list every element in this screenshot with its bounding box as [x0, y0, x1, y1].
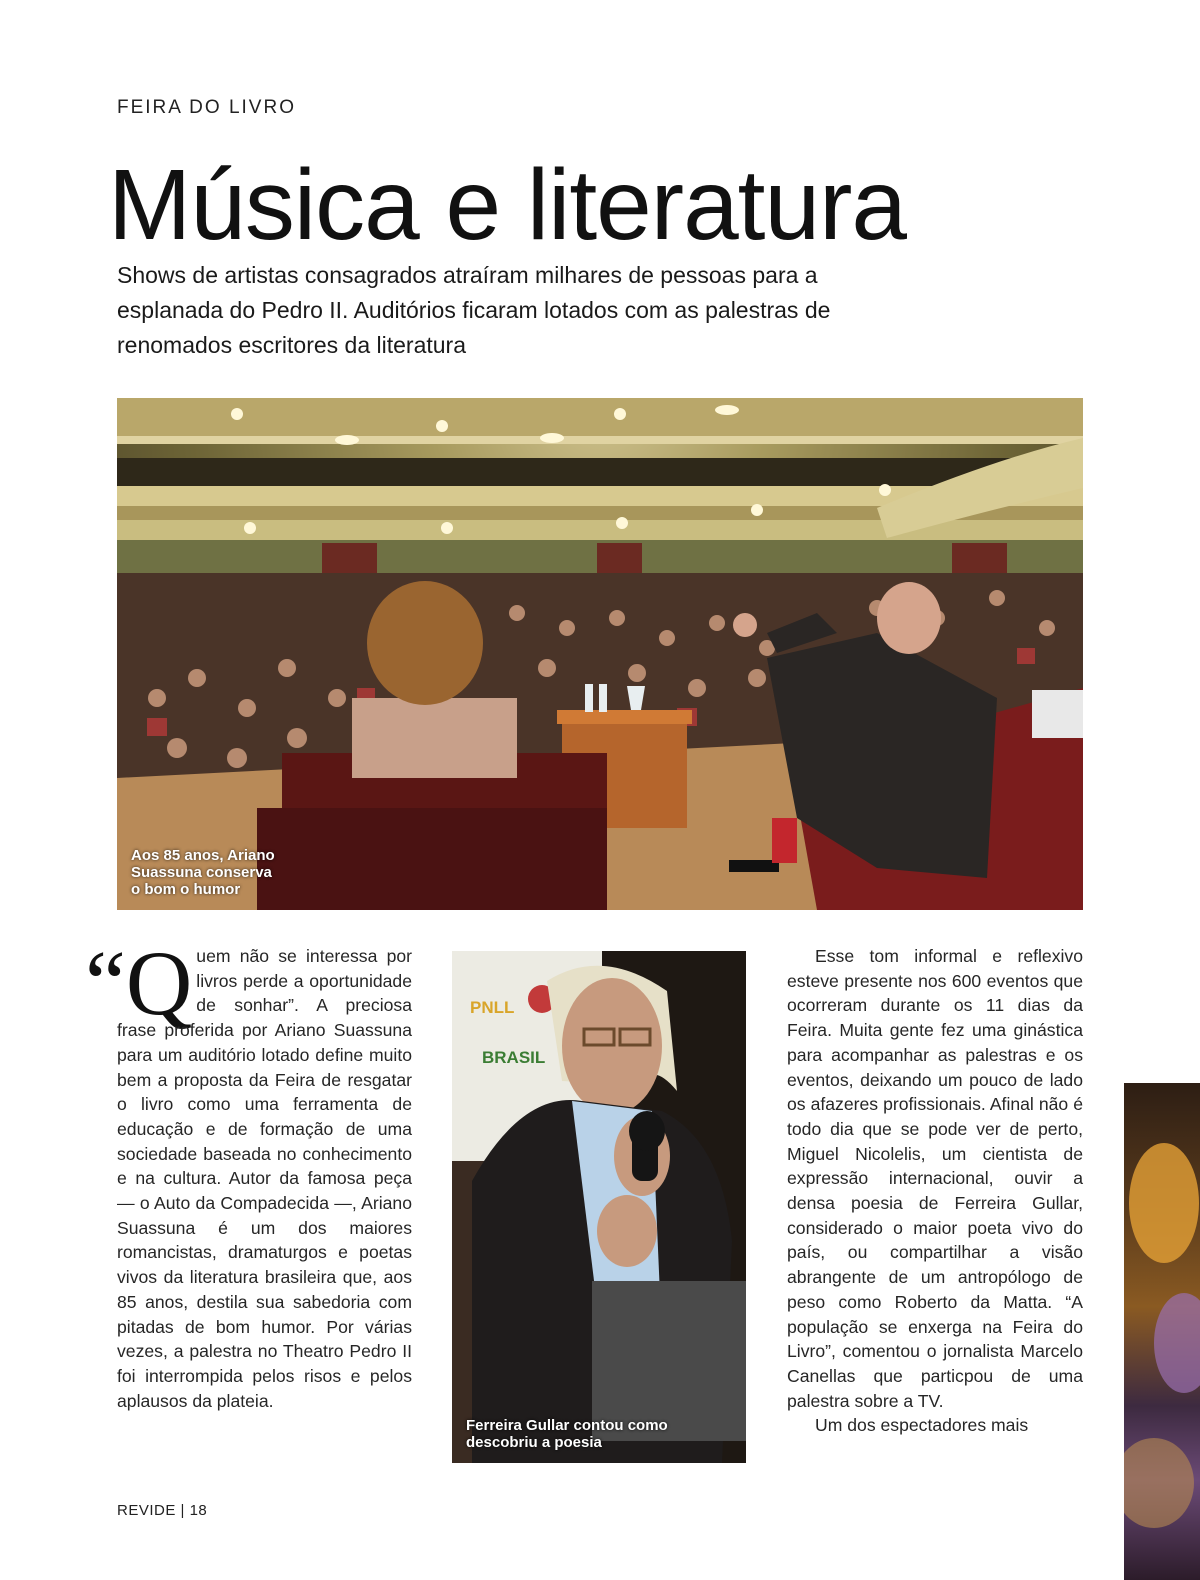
article-column-3	[787, 944, 1083, 1438]
page-footer: REVIDE | 18	[117, 1502, 208, 1519]
portrait-illustration	[452, 951, 746, 1463]
hero-photo	[117, 398, 1083, 910]
dropcap-letter: Q	[125, 932, 193, 1034]
lead-paragraph: Shows de artistas consagrados atraíram milhares de pessoas para a esplanada do Pedro II. Auditórios ficaram lotados com as palestras de renomados escritores da literatura	[117, 262, 831, 358]
article-col3-p2: Um dos espectadores mais	[815, 1415, 1029, 1436]
article-col1-text: uem não se interessa por livros perde a oportunidade de sonhar”. A preciosa frase proferida por Ariano Suassuna para um auditório lotado define muito bem a proposta da Feira de resgatar o livro como uma ferramenta de educação e de formação de uma sociedade baseada no conhecimento e na cultura. Autor da famosa peça — o Auto da Compadecida —, Ariano Suassuna é um dos maiores romancistas, dramaturgos e poetas vivos da literatura brasileira que, aos 85 anos, destila sua sabedoria com pitadas de bom humor. Por várias vezes, a palestra no Theatro Pedro II foi interrompida pelos risos e pelos aplausos da plateia.	[117, 946, 412, 1411]
banner-text-brasil: BRASIL	[482, 1048, 546, 1067]
section-label: FEIRA DO LIVRO	[117, 97, 296, 118]
theatre-illustration	[117, 398, 1083, 910]
banner-text-pnll: PNLL	[470, 998, 515, 1017]
edge-photo-illustration	[1124, 1083, 1200, 1580]
opening-quote-mark: “	[85, 932, 126, 1034]
article-column-1	[85, 932, 412, 1413]
photo-ferreira-gullar	[452, 951, 746, 1463]
edge-photo-crop	[1124, 1083, 1200, 1580]
photo2-caption: Ferreira Gullar contou como descobriu a poesia	[466, 1417, 668, 1451]
hero-photo-caption: Aos 85 anos, Ariano Suassuna conserva o bom o humor	[131, 847, 275, 898]
dropcap	[85, 932, 193, 1034]
page-title: Música e literatura	[108, 149, 906, 261]
article-col3-p1: Esse tom informal e reflexivo esteve presente nos 600 eventos que ocorreram durante os 11 dias da Feira. Muita gente fez uma ginástica para acompanhar as palestras e os eventos, deixando um pouco de lado os afazeres profissionais. Afinal não é todo dia que se pode ver de perto, Miguel Nicolelis, um cientista de expressão internacional, ouvir a densa poesia de Ferreira Gullar, considerado o maior poeta vivo do país, ou compartilhar a visão abrangente de um antropólogo de peso como Roberto da Matta. “A população se enxerga na Feira do Livro”, comentou o jornalista Marcelo Canellas que particpou de uma palestra sobre a TV.	[787, 946, 1083, 1411]
